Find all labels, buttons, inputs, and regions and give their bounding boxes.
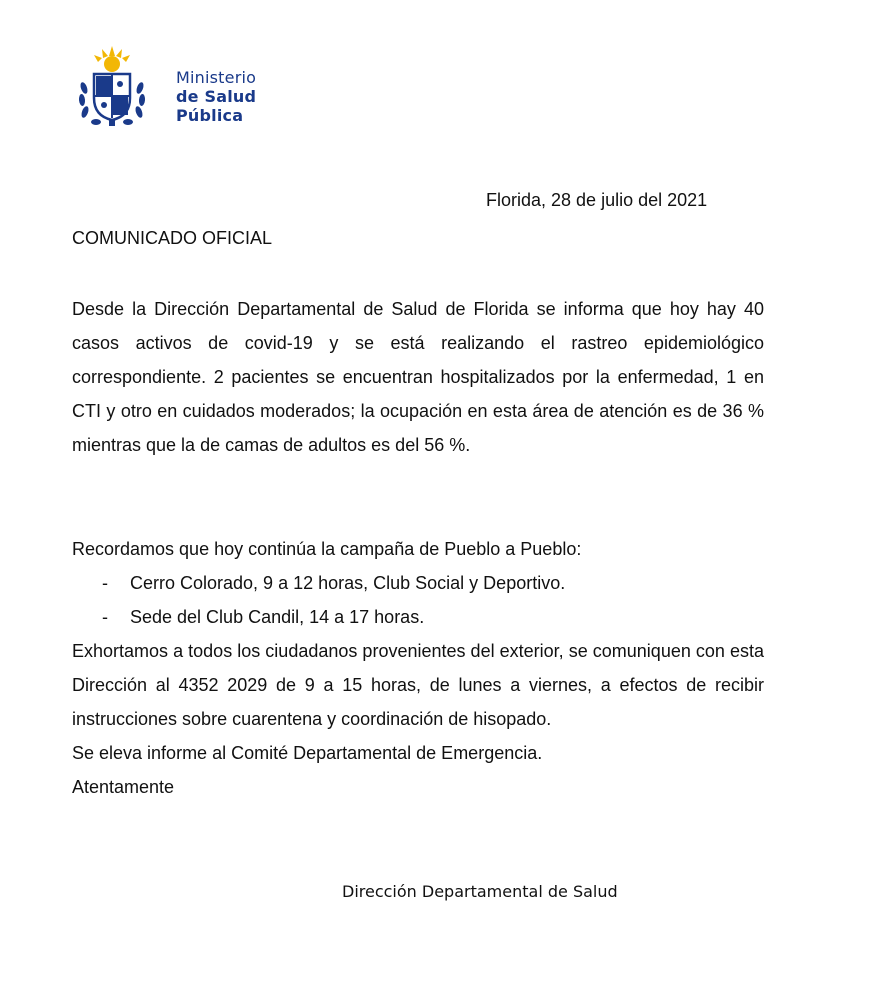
closing-salutation: Atentamente xyxy=(72,777,175,797)
paragraph-exhortation xyxy=(72,634,764,770)
paragraph-covid-status: Desde la Dirección Departamental de Salud de Florida se informa que hoy hay 40 casos activos de covid-19 y se está realizando el rastreo epidemiológico correspondiente. 2 pacientes se encuentran hospitalizados por la enfermedad, 1 en CTI y otro en cuidados moderados; la ocupación en esta área de atención es de 36 % mientras que la de camas de adultos es del 56 %. xyxy=(72,299,764,455)
document-title: COMUNICADO OFICIAL xyxy=(72,228,273,248)
uruguay-coat-of-arms-icon xyxy=(76,46,148,128)
ministry-name-line2: de Salud Pública xyxy=(176,87,257,125)
emergency-committee-text: Se eleva informe al Comité Departamental de Emergencia. xyxy=(72,743,543,763)
document-date: Florida, 28 de julio del 2021 xyxy=(486,190,708,210)
ministry-logo xyxy=(76,46,326,130)
list-item xyxy=(72,566,764,600)
exhortation-text: Exhortamos a todos los ciudadanos provenientes del exterior, se comuniquen con esta Dirección al 4352 2029 de 9 a 15 horas, de lunes a viernes, a efectos de recibir instrucciones sobre cuarentena y coordinación de hisopado. xyxy=(72,641,764,729)
list-item xyxy=(72,600,764,634)
campaign-list xyxy=(72,566,764,634)
bullet-dash: - xyxy=(102,573,108,593)
paragraph-campaign-intro: Recordamos que hoy continúa la campaña de Pueblo a Pueblo: xyxy=(72,539,582,559)
bullet-dash: - xyxy=(102,607,108,627)
signature-block: Dirección Departamental de Salud xyxy=(342,882,618,901)
list-item-text: Sede del Club Candil, 14 a 17 horas. xyxy=(130,607,425,627)
ministry-name-line1: Ministerio xyxy=(176,68,257,87)
list-item-text: Cerro Colorado, 9 a 12 horas, Club Social y Deportivo. xyxy=(130,573,566,593)
